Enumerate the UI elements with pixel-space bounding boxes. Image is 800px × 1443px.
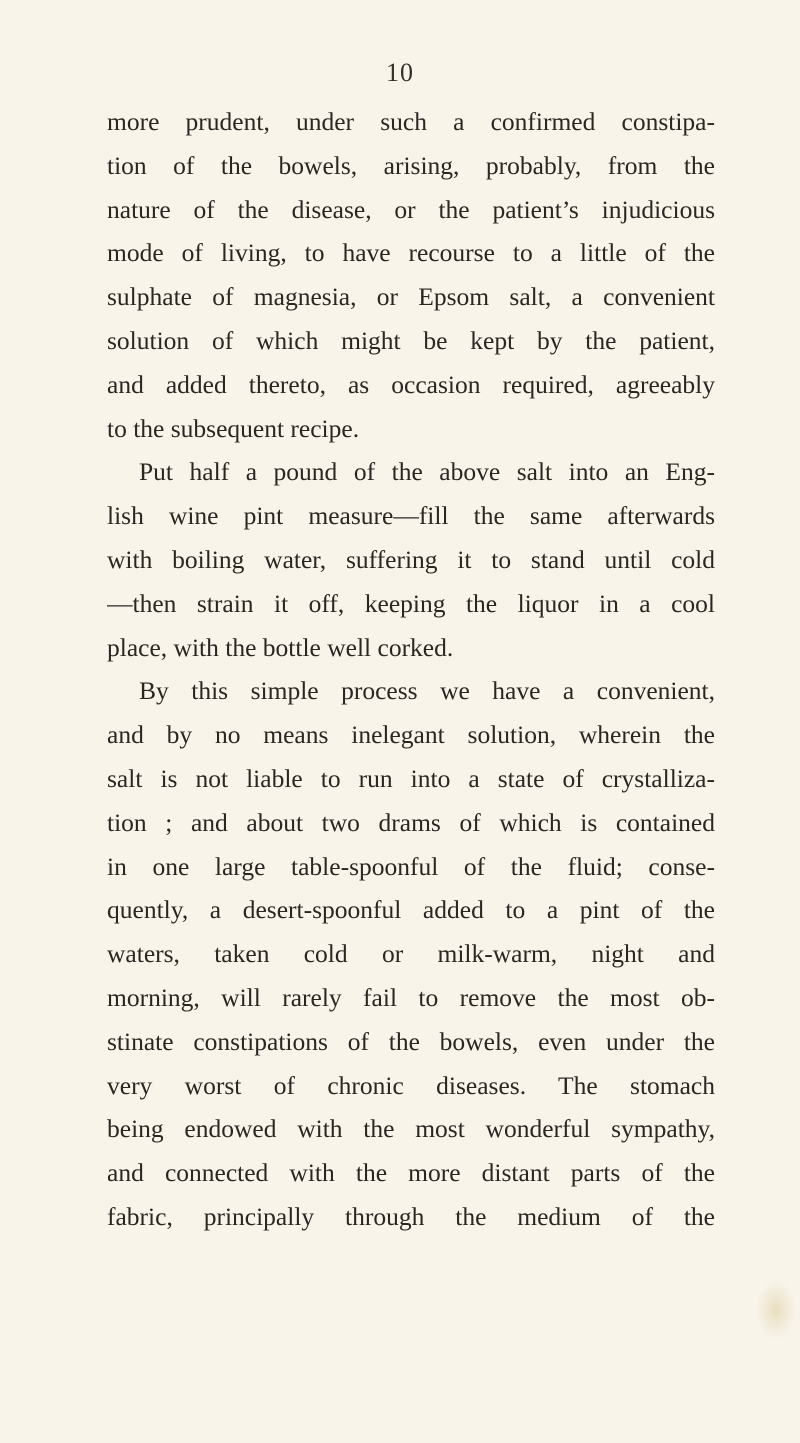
text-line: tion of the bowels, arising, probably, from the bbox=[107, 150, 715, 180]
text-line: nature of the disease, or the patient’s injudicious bbox=[107, 194, 715, 224]
text-line: fabric, principally through the medium of the bbox=[107, 1201, 715, 1231]
text-line: —then strain it off, keeping the liquor in a cool bbox=[107, 588, 715, 618]
text-line: in one large table-spoonful of the fluid; conse- bbox=[107, 851, 715, 881]
text-line: morning, will rarely fail to remove the most ob- bbox=[107, 982, 715, 1012]
text-line: stinate constipations of the bowels, even under the bbox=[107, 1026, 715, 1056]
text-line: very worst of chronic diseases. The stomach bbox=[107, 1070, 715, 1100]
text-line: sulphate of magnesia, or Epsom salt, a convenient bbox=[107, 282, 715, 312]
text-line: and connected with the more distant parts of the bbox=[107, 1158, 715, 1188]
body-text bbox=[107, 100, 715, 1239]
paper-stain bbox=[756, 1280, 796, 1340]
text-line: being endowed with the most wonderful sympathy, bbox=[107, 1114, 715, 1144]
text-line: salt is not liable to run into a state of crystalliza- bbox=[107, 763, 715, 793]
text-line: more prudent, under such a confirmed constipa- bbox=[107, 107, 715, 136]
text-line: and added thereto, as occasion required, agreeably bbox=[107, 369, 715, 399]
page-number: 10 bbox=[386, 58, 414, 87]
paragraph-end-line: to the subsequent recipe. bbox=[107, 413, 360, 443]
text-line: and by no means inelegant solution, wherein the bbox=[107, 720, 715, 750]
text-line: tion ; and about two drams of which is contained bbox=[107, 807, 715, 837]
text-line: lish wine pint measure—fill the same afterwards bbox=[107, 501, 715, 531]
paragraph-start-line: Put half a pound of the above salt into an Eng- bbox=[139, 457, 715, 487]
text-line: with boiling water, suffering it to stand until cold bbox=[107, 544, 715, 574]
text-line: solution of which might be kept by the patient, bbox=[107, 325, 715, 355]
paragraph-end-line: place, with the bottle well corked. bbox=[107, 632, 454, 662]
text-line: waters, taken cold or milk-warm, night and bbox=[107, 939, 715, 969]
text-line: mode of living, to have recourse to a little of the bbox=[107, 238, 715, 268]
text-line: quently, a desert-spoonful added to a pint of the bbox=[107, 895, 715, 925]
paragraph-start-line: By this simple process we have a convenient, bbox=[139, 676, 715, 706]
